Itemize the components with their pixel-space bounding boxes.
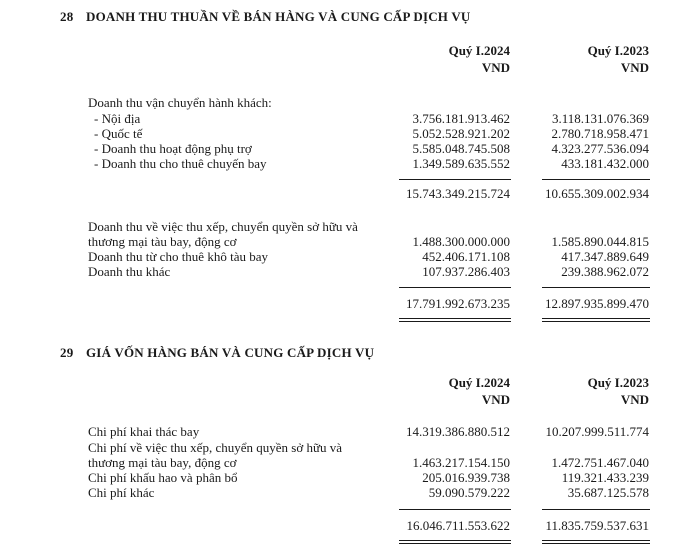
total-2024: 16.046.711.553.622	[406, 518, 510, 533]
total-rule	[542, 509, 650, 510]
value-2023: 2.780.718.958.471	[551, 126, 649, 141]
value-2023: 1.585.890.044.815	[551, 234, 649, 249]
double-underline	[542, 318, 650, 319]
subtotal-rule	[399, 179, 511, 180]
row-label: Chi phí khác	[88, 485, 155, 500]
value-2023: 35.687.125.578	[567, 485, 649, 500]
value-2024: 205.016.939.738	[422, 470, 510, 485]
total-2023: 12.897.935.899.470	[545, 296, 649, 311]
double-underline	[399, 540, 511, 541]
double-underline	[542, 543, 650, 544]
subtotal-2024: 15.743.349.215.724	[406, 186, 510, 201]
row-label: Chi phí về việc thu xếp, chuyển quyền sở hữu và	[88, 440, 343, 455]
value-2024: 59.090.579.222	[428, 485, 510, 500]
column-unit: VND	[481, 392, 510, 407]
section-title: DOANH THU THUẦN VỀ BÁN HÀNG VÀ CUNG CẤP DỊCH VỤ	[86, 9, 471, 24]
value-2023: 10.207.999.511.774	[545, 424, 649, 439]
group-label: Doanh thu vận chuyển hành khách:	[88, 95, 272, 110]
column-unit: VND	[620, 392, 649, 407]
column-period: Quý I.2024	[448, 375, 510, 390]
column-header-2023	[588, 42, 649, 76]
row-label: Doanh thu khác	[88, 264, 171, 279]
value-2023: 3.118.131.076.369	[551, 111, 649, 126]
column-header-2023	[588, 374, 649, 408]
section-title: GIÁ VỐN HÀNG BÁN VÀ CUNG CẤP DỊCH VỤ	[86, 345, 375, 360]
value-2024: 452.406.171.108	[422, 249, 510, 264]
column-period: Quý I.2024	[448, 43, 510, 58]
row-label: - Quốc tế	[94, 126, 143, 141]
row-label-continued: thương mại tàu bay, động cơ	[88, 455, 237, 470]
value-2024: 107.937.286.403	[422, 264, 510, 279]
value-2024: 14.319.386.880.512	[406, 424, 510, 439]
total-2023: 11.835.759.537.631	[545, 518, 649, 533]
value-2024: 1.463.217.154.150	[412, 455, 510, 470]
value-2023: 433.181.432.000	[561, 156, 649, 171]
double-underline	[399, 318, 511, 319]
row-label: - Nội địa	[94, 111, 141, 126]
total-2024: 17.791.992.673.235	[406, 296, 510, 311]
row-label: - Doanh thu hoạt động phụ trợ	[94, 141, 252, 156]
double-underline	[399, 321, 511, 322]
row-label: Doanh thu từ cho thuê khô tàu bay	[88, 249, 268, 264]
value-2024: 5.585.048.745.508	[412, 141, 510, 156]
double-underline	[542, 540, 650, 541]
column-period: Quý I.2023	[587, 43, 649, 58]
value-2024: 1.349.589.635.552	[412, 156, 510, 171]
subtotal-2023: 10.655.309.002.934	[545, 186, 649, 201]
value-2023: 1.472.751.467.040	[551, 455, 649, 470]
row-label: Chi phí khai thác bay	[88, 424, 200, 439]
value-2024: 3.756.181.913.462	[412, 111, 510, 126]
column-header-2024	[449, 42, 510, 76]
double-underline	[542, 321, 650, 322]
row-label: Chi phí khấu hao và phân bổ	[88, 470, 238, 485]
value-2024: 1.488.300.000.000	[412, 234, 510, 249]
total-rule	[399, 509, 511, 510]
double-underline	[399, 543, 511, 544]
value-2023: 417.347.889.649	[561, 249, 649, 264]
value-2023: 239.388.962.072	[561, 264, 649, 279]
total-rule	[542, 287, 650, 288]
column-unit: VND	[481, 60, 510, 75]
section-number: 29	[60, 345, 74, 360]
row-label: - Doanh thu cho thuê chuyến bay	[94, 156, 267, 171]
column-header-2024	[449, 374, 510, 408]
column-period: Quý I.2023	[587, 375, 649, 390]
value-2023: 4.323.277.536.094	[551, 141, 649, 156]
total-rule	[399, 287, 511, 288]
value-2023: 119.321.433.239	[561, 470, 649, 485]
row-label-continued: thương mại tàu bay, động cơ	[88, 234, 237, 249]
row-label: Doanh thu về việc thu xếp, chuyển quyền sở hữu và	[88, 219, 358, 234]
value-2024: 5.052.528.921.202	[412, 126, 510, 141]
subtotal-rule	[542, 179, 650, 180]
section-number: 28	[60, 9, 74, 24]
column-unit: VND	[620, 60, 649, 75]
